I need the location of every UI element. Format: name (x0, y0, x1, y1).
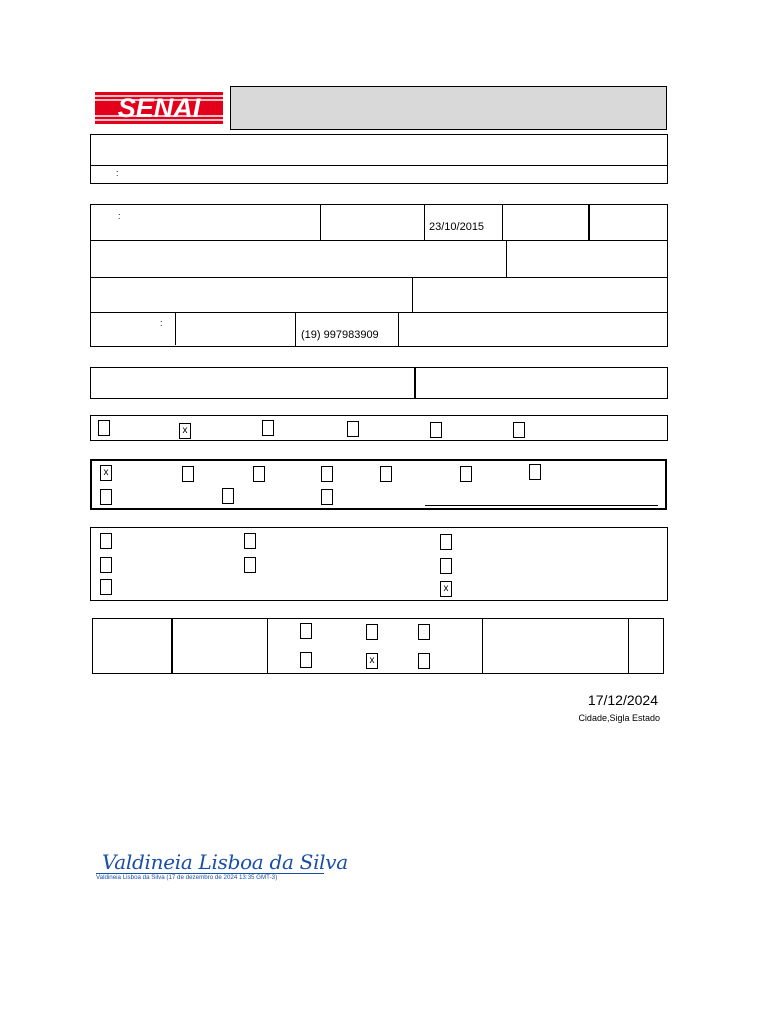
block3-checkbox-3[interactable] (440, 534, 452, 550)
block4-checkbox-6[interactable] (418, 653, 430, 669)
section2-date-value: 23/10/2015 (429, 221, 485, 233)
section1-colon: : (116, 168, 119, 178)
footer-date: 17/12/2024 (587, 692, 658, 708)
block3-checkbox-6[interactable] (440, 558, 452, 574)
block2-checkbox-7[interactable] (529, 464, 541, 480)
row1-checkbox-1[interactable] (98, 420, 110, 436)
section2-r1-col-3 (502, 204, 503, 240)
checkbox-block4-box (92, 618, 664, 674)
section2-row-divider-3 (90, 312, 668, 313)
block4-checkbox-3[interactable] (418, 624, 430, 640)
block4-checkbox-1[interactable] (300, 623, 312, 639)
block2-checkbox-6[interactable] (460, 466, 472, 482)
section1-box (90, 134, 668, 184)
block2-checkbox-3[interactable] (253, 466, 265, 482)
row1-checkbox-4[interactable] (347, 421, 359, 437)
row1-checkbox-5[interactable] (430, 422, 442, 438)
block2-checkbox-2[interactable] (182, 466, 194, 482)
section2-r1-col-4 (588, 204, 590, 240)
block2-checkbox-4[interactable] (321, 466, 333, 482)
block2-checkbox-1[interactable]: x (100, 465, 112, 481)
svg-text:SENAI: SENAI (117, 93, 201, 123)
section2-r1-col-1 (320, 204, 321, 240)
block4-checkbox-5[interactable]: x (366, 653, 378, 669)
signature-caption[interactable]: Valdineia Lisboa da Silva (17 de dezembro de 2024 13:35 GMT-3) (96, 874, 278, 881)
section2-box (90, 204, 668, 347)
block2-checkbox-8[interactable] (100, 489, 112, 505)
senai-logo (95, 92, 223, 124)
header-title-box (230, 86, 667, 130)
row1-checkbox-3[interactable] (262, 420, 274, 436)
section2-phone-value: (19) 997983909 (301, 329, 379, 341)
section2-r4-col-1 (175, 312, 176, 345)
section2-r4-col-3 (398, 312, 399, 347)
senai-logo-graphic (95, 92, 223, 124)
section2-row-divider-2 (90, 277, 668, 278)
checkbox-block2-box (90, 459, 667, 510)
section2-r2-col-1 (506, 240, 507, 277)
block3-checkbox-7[interactable] (100, 579, 112, 595)
row1-checkbox-6[interactable] (513, 422, 525, 438)
section3-divider (414, 367, 416, 399)
block4-col-4 (628, 618, 629, 674)
signature-name: Valdineia Lisboa da Silva (102, 850, 348, 874)
section3-box (90, 367, 668, 399)
block2-checkbox-5[interactable] (380, 466, 392, 482)
block2-checkbox-10[interactable] (321, 489, 333, 505)
block4-checkbox-2[interactable] (366, 624, 378, 640)
section2-r3-col-1 (412, 277, 413, 312)
block3-checkbox-8[interactable]: x (440, 581, 452, 597)
block4-col-1 (171, 618, 173, 674)
section2-colon-1: : (118, 211, 121, 221)
checkbox-row1-box (90, 415, 668, 441)
section2-row-divider-1 (90, 240, 668, 241)
block2-checkbox-9[interactable] (222, 488, 234, 504)
section2-r1-col-2 (424, 204, 425, 240)
block4-col-3 (482, 618, 483, 674)
block3-checkbox-5[interactable] (244, 557, 256, 573)
block3-checkbox-1[interactable] (100, 533, 112, 549)
footer-city-state: Cidade,Sigla Estado (578, 713, 660, 723)
section2-r4-col-2 (295, 312, 296, 347)
section1-divider (90, 165, 668, 166)
section2-colon-2: : (160, 318, 163, 328)
block2-other-underline[interactable] (425, 505, 658, 506)
block4-checkbox-4[interactable] (300, 652, 312, 668)
checkbox-block3-box (90, 527, 668, 601)
block4-col-2 (267, 618, 268, 674)
block3-checkbox-2[interactable] (244, 533, 256, 549)
block3-checkbox-4[interactable] (100, 557, 112, 573)
row1-checkbox-2[interactable]: x (179, 423, 191, 439)
